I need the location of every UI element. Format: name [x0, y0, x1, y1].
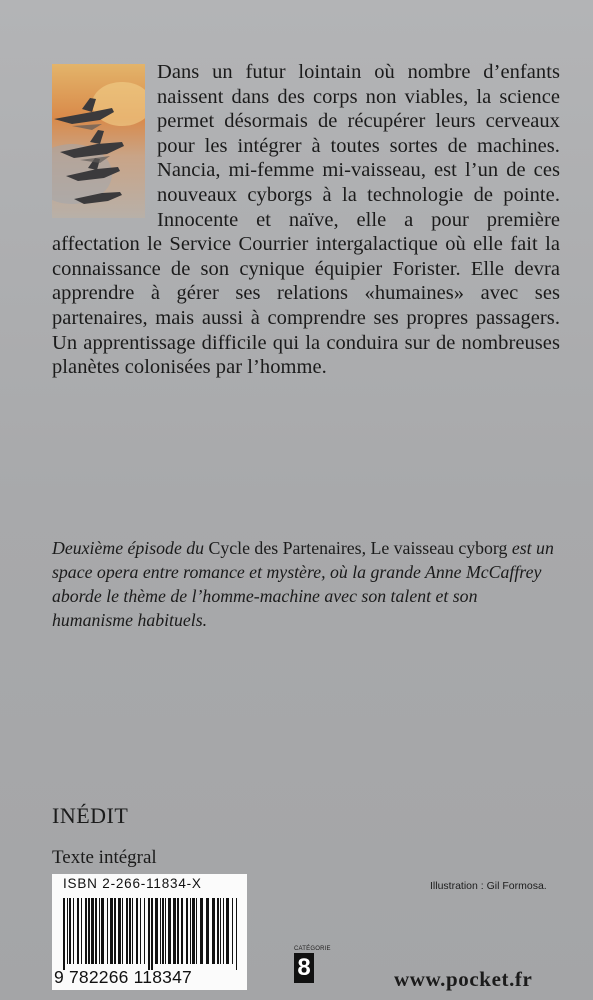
website-link: www.pocket.fr	[394, 967, 533, 991]
barcode-panel	[52, 874, 247, 990]
series-note	[52, 536, 562, 632]
series-name: Cycle des Partenaires	[208, 538, 362, 558]
texte-integral-label: Texte intégral	[52, 847, 157, 868]
inedit-label: INÉDIT	[52, 803, 129, 828]
category-number: 8	[294, 953, 314, 983]
blurb-text: Dans un futur lointain où nombre d’enfants naissent dans des corps non viables, la science permet désormais de récupérer leurs cerveaux pour les intégrer à toutes sortes de machines. Nancia, mi-femme mi-vaisseau, est l’un de ces nouveaux cyborgs à la technologie de pointe. Innocente et naïve, elle a pour première affectation le Service Courrier intergalactique où elle fait la connaissance de son cynique équipier Forister. Elle devra apprendre à gérer ses relations «humaines» avec ses partenaires, mais aussi à comprendre ses propres passagers. Un apprentissage difficile qui la conduira sur de nombreuses planètes colonisées par l’homme.	[52, 61, 560, 379]
illustration-credit: Illustration : Gil Formosa.	[430, 880, 547, 892]
ean-number: 9 782266 118347	[54, 967, 192, 987]
isbn-text: ISBN 2-266-11834-X	[63, 876, 202, 891]
note-part-1: Deuxième épisode du	[52, 538, 209, 558]
cover-illustration-thumbnail	[52, 64, 145, 218]
blurb	[52, 60, 560, 380]
book-title: Le vaisseau cyborg	[370, 538, 508, 558]
category-badge	[294, 946, 331, 983]
category-label: CATÉGORIE	[294, 946, 331, 952]
barcode-bars	[61, 898, 241, 970]
spaceship-image	[52, 64, 145, 218]
note-part-3: est un space opera entre romance et mystère, où la grande Anne McCaffrey aborde le thème de l’homme-machine avec son talent et son humanisme habituels.	[52, 538, 554, 630]
note-part-2: ,	[361, 538, 371, 558]
